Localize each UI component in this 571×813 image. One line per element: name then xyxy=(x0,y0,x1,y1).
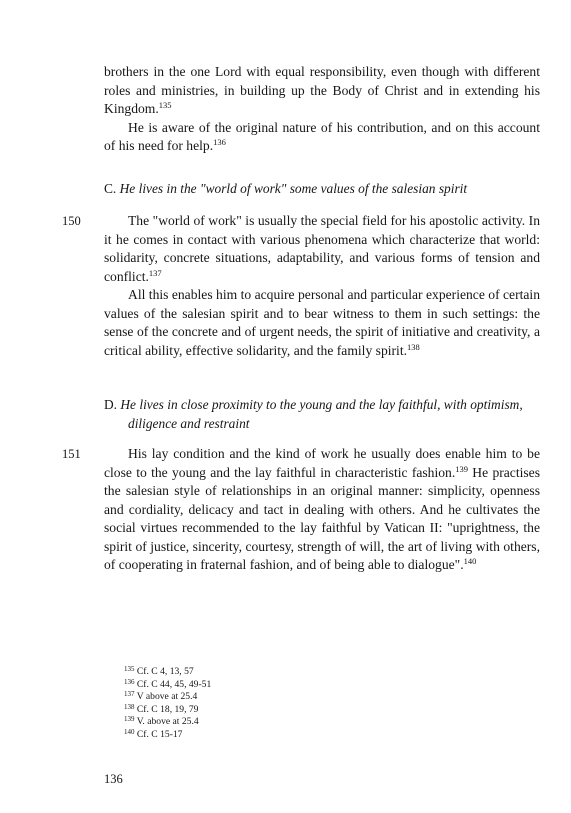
paragraph: His lay condition and the kind of work he usually does enable him to be close to the young and the lay faithful in characteristic fashion.$^{139}$ He practises the salesian style of relationships in an original manner: simplicity, openness and cordiality, delicacy and tact in dealing with others. And he cultivates the social virtues recommended to the lay faithful by Vatican II: "uprightness, the spirit of justice, sincerity, courtesy, strength of will, the art of living with others, of cooperating in fraternal fashion, and of being able to dialogue".$^{140}$ xyxy=(104,446,540,572)
footnote: $^{138}$ Cf. C 18, 19, 79 xyxy=(124,702,199,715)
footnote: $^{136}$ Cf. C 44, 45, 49-51 xyxy=(124,677,212,690)
paragraph: The "world of work" is usually the special field for his apostolic activity. In it he comes in contact with various phenomena which characterize that world: solidarity, concrete situations, adaptability, and various forms of tension and conflict.$^{137}$ xyxy=(104,213,540,284)
footnote-ref: 139 xyxy=(455,463,469,474)
page-number: 136 xyxy=(104,772,123,786)
footnote: $^{140}$ Cf. C 15-17 xyxy=(124,727,183,740)
article-number: 150 xyxy=(62,214,81,228)
footnote-ref: 135 xyxy=(158,100,172,110)
footnote: $^{135}$ Cf. C 4, 13, 57 xyxy=(124,665,194,677)
footnote-ref: 140 xyxy=(463,556,477,566)
article-150 xyxy=(104,212,540,360)
section-heading-d: D. He lives in close proximity to the young and the lay faithful, with optimism, diligence and restraint xyxy=(104,397,523,431)
article-151 xyxy=(104,445,540,575)
footnote-ref: 138 xyxy=(407,341,420,352)
opening-block xyxy=(104,63,540,156)
footnote: $^{139}$ V. above at 25.4 xyxy=(124,715,199,728)
paragraph: He is aware of the original nature of his contribution, and on this account of his need for help.$^{136}$ xyxy=(104,119,540,153)
footnotes xyxy=(124,666,211,742)
article-number: 151 xyxy=(62,447,81,461)
footnote-ref: 136 xyxy=(213,137,226,147)
section-heading-c: C. He lives in the "world of work" some values of the salesian spirit xyxy=(104,181,468,196)
paragraph: All this enables him to acquire personal and particular experience of certain values of the salesian spirit and to bear witness to them in such settings: the sense of the concrete and of urgent needs, the spirit of initiative and creativity, a critical ability, effective solidarity, and the family spirit.$^{138}$ xyxy=(104,287,540,358)
footnote: $^{137}$ V above at 25.4 xyxy=(124,690,198,703)
footnote-ref: 137 xyxy=(148,267,162,278)
continued-paragraph: brothers in the one Lord with equal responsibility, even though with different roles and ministries, in building up the Body of Christ and in extending his Kingdom.$^{135}$ xyxy=(104,64,540,116)
